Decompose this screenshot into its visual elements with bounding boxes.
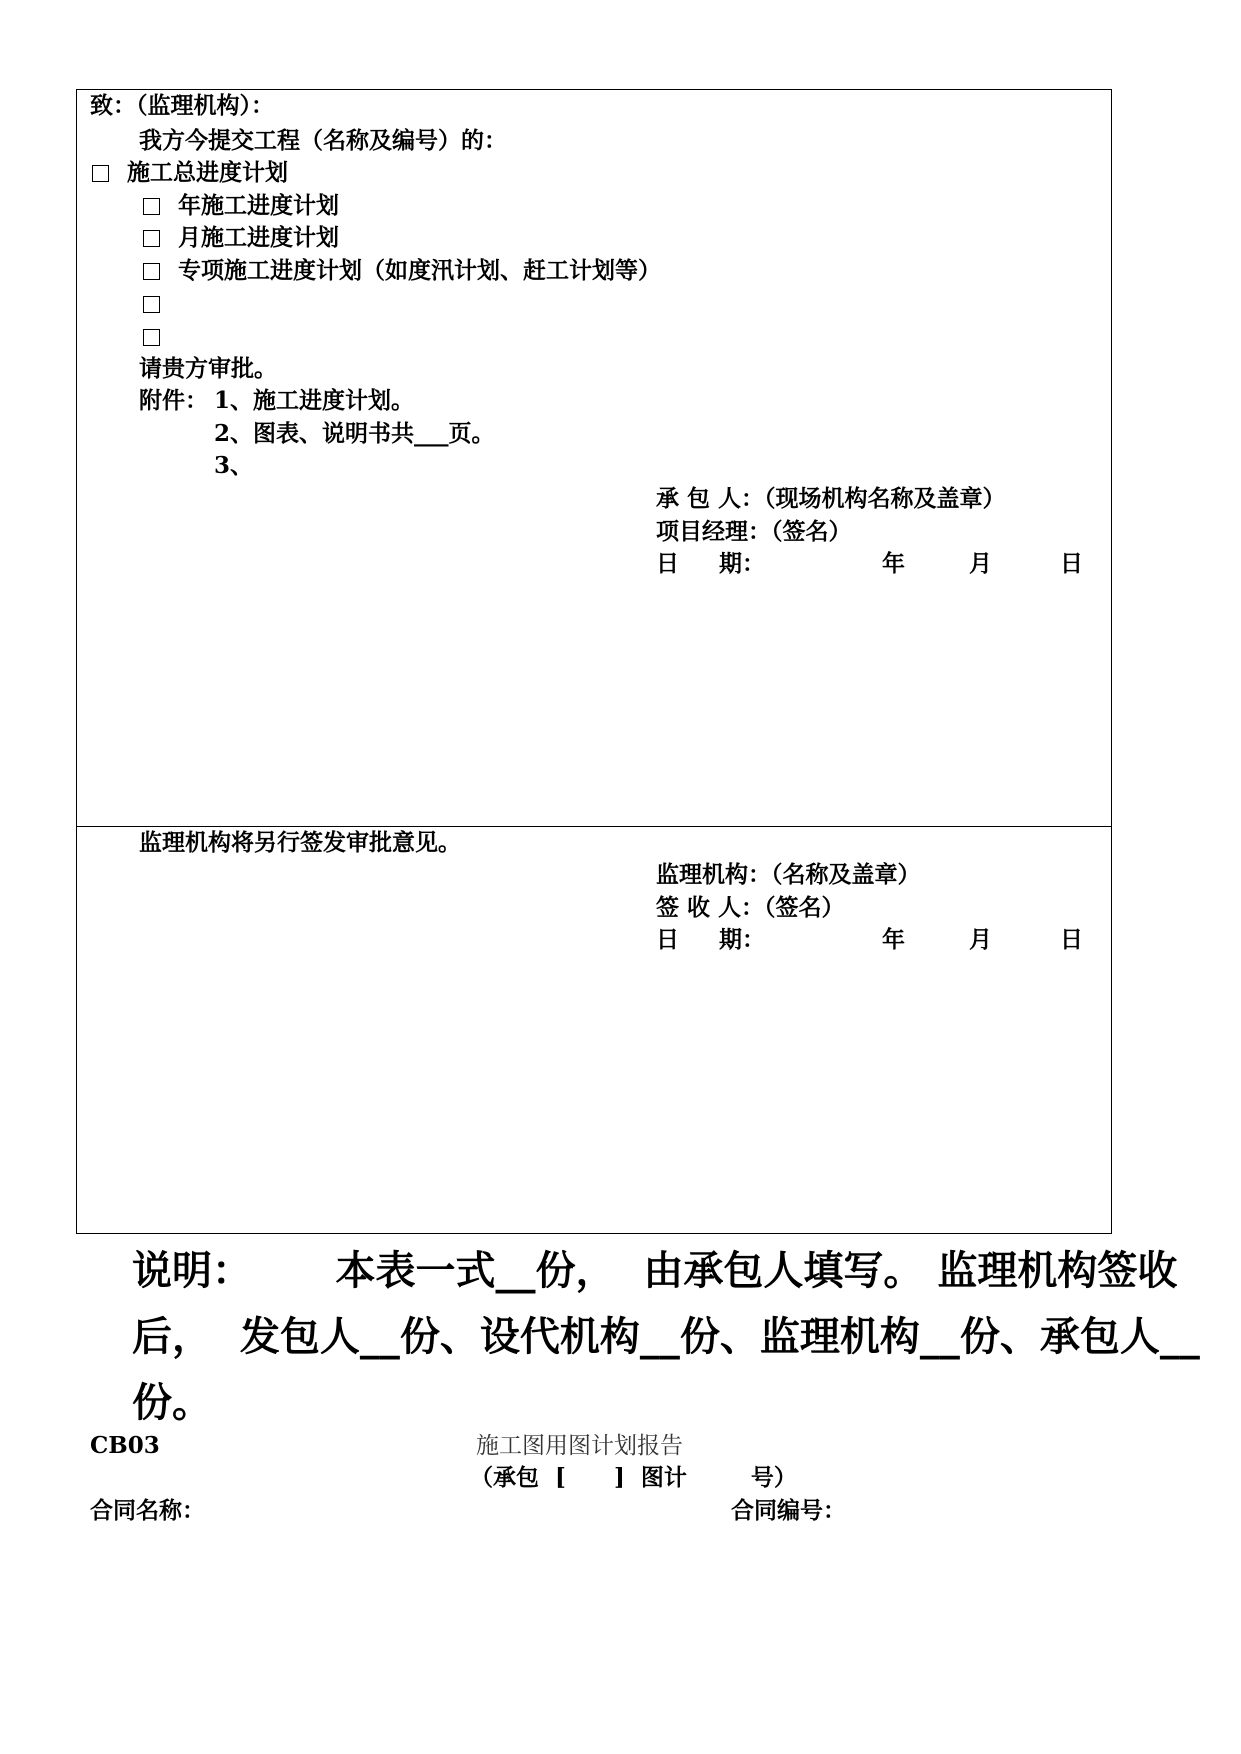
contractor-date-label: 日 期：: [656, 550, 766, 577]
checkbox-other-2[interactable]: [143, 329, 160, 346]
approval-request: 请贵方审批。: [139, 355, 277, 382]
supervisor-section: [76, 826, 1112, 1234]
checkbox-yearly-schedule[interactable]: [143, 198, 160, 215]
note-line-2: 后， 发包人__份、设代机构__份、监理机构__份、承包人__: [132, 1313, 1200, 1360]
form-subtitle: （承包 [ ] 图计 号）: [470, 1464, 797, 1491]
supervisor-date-month: 月: [969, 926, 992, 953]
supervisor-note: 监理机构将另行签发审批意见。: [139, 829, 461, 856]
checkbox-other-1[interactable]: [143, 296, 160, 313]
attachment-item-3: 3、: [214, 452, 254, 479]
checkbox-main-schedule[interactable]: [92, 165, 109, 182]
attachment-item-1: 1、施工进度计划。: [214, 387, 415, 414]
note-line-3: 份。: [132, 1379, 212, 1426]
option-main-schedule: 施工总进度计划: [127, 159, 288, 186]
form-code: CB03: [90, 1432, 160, 1459]
contractor-name-line: 承 包 人：（现场机构名称及盖章）: [656, 485, 1006, 512]
contract-name-label: 合同名称：: [90, 1497, 205, 1524]
attachments-label: 附件：: [139, 387, 208, 414]
option-special-schedule: 专项施工进度计划（如度汛计划、赶工计划等）: [178, 257, 661, 284]
checkbox-special-schedule[interactable]: [143, 263, 160, 280]
receiver-line: 签 收 人：（签名）: [656, 894, 845, 921]
contractor-date-year: 年: [882, 550, 905, 577]
project-manager-line: 项目经理：（签名）: [656, 518, 852, 545]
option-yearly-schedule: 年施工进度计划: [178, 192, 339, 219]
contractor-date-day: 日: [1060, 550, 1083, 577]
attachment-item-2: 2、图表、说明书共___页。: [214, 420, 495, 447]
option-monthly-schedule: 月施工进度计划: [178, 224, 339, 251]
addressee-line: 致：（监理机构）：: [90, 92, 274, 119]
supervisor-date-year: 年: [882, 926, 905, 953]
supervisor-date-label: 日 期：: [656, 926, 766, 953]
supervisor-name-line: 监理机构：（名称及盖章）: [656, 861, 921, 888]
submission-intro: 我方今提交工程（名称及编号）的：: [139, 127, 507, 154]
contractor-date-month: 月: [969, 550, 992, 577]
checkbox-monthly-schedule[interactable]: [143, 230, 160, 247]
supervisor-date-day: 日: [1060, 926, 1083, 953]
note-line-1: 说明： 本表一式__份， 由承包人填写。 监理机构签收: [132, 1247, 1178, 1294]
form-title: 施工图用图计划报告: [476, 1433, 683, 1459]
contract-number-label: 合同编号：: [731, 1497, 846, 1524]
